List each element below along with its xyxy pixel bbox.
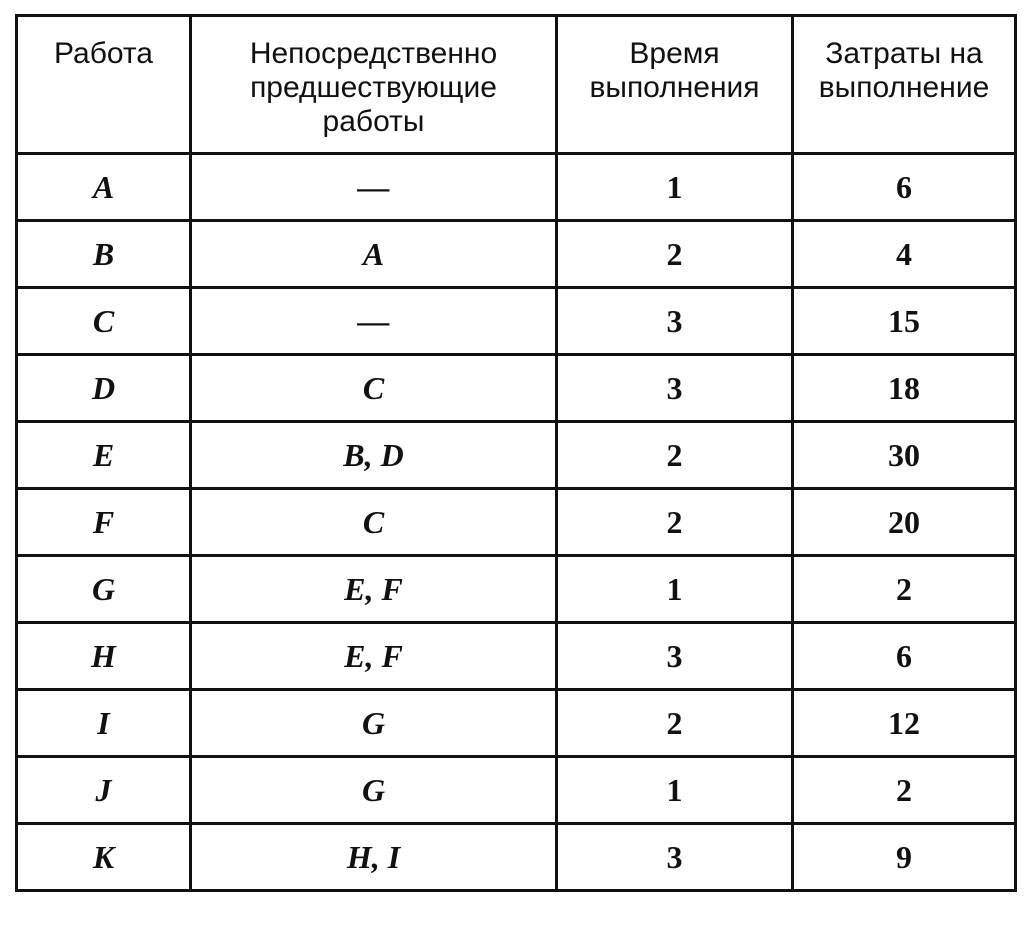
- table-row: [17, 824, 1016, 891]
- header-predecessors-line: Непосредственно: [249, 37, 498, 70]
- predecessors-cell: C: [191, 355, 557, 422]
- cost-cell: 30: [793, 422, 1016, 489]
- table-row: [17, 221, 1016, 288]
- predecessors-cell: —: [191, 154, 557, 221]
- header-duration-line: Время: [629, 37, 720, 70]
- predecessors-cell: B, D: [191, 422, 557, 489]
- predecessors-cell: C: [191, 489, 557, 556]
- duration-cell: 2: [557, 489, 793, 556]
- cost-cell: 15: [793, 288, 1016, 355]
- table-row: [17, 757, 1016, 824]
- work-cell: C: [17, 288, 191, 355]
- cost-cell: 18: [793, 355, 1016, 422]
- predecessors-cell: E, F: [191, 623, 557, 690]
- table-row: [17, 623, 1016, 690]
- header-duration: [557, 16, 793, 154]
- header-work: [17, 16, 191, 154]
- cost-cell: 6: [793, 623, 1016, 690]
- duration-cell: 1: [557, 556, 793, 623]
- work-cell: I: [17, 690, 191, 757]
- predecessors-cell: H, I: [191, 824, 557, 891]
- table-row: [17, 422, 1016, 489]
- header-row: [17, 16, 1016, 154]
- duration-cell: 3: [557, 355, 793, 422]
- header-cost: [793, 16, 1016, 154]
- header-predecessors-line: работы: [322, 105, 425, 138]
- table-row: [17, 489, 1016, 556]
- header-predecessors-line: предшествующие: [250, 71, 497, 104]
- cost-cell: 6: [793, 154, 1016, 221]
- header-cost-line: выполнение: [818, 71, 990, 104]
- works-table: [15, 14, 1017, 892]
- cost-cell: 2: [793, 556, 1016, 623]
- predecessors-cell: —: [191, 288, 557, 355]
- table-row: [17, 355, 1016, 422]
- table-row: [17, 154, 1016, 221]
- duration-cell: 2: [557, 221, 793, 288]
- cost-cell: 9: [793, 824, 1016, 891]
- duration-cell: 2: [557, 422, 793, 489]
- work-cell: K: [17, 824, 191, 891]
- duration-cell: 1: [557, 757, 793, 824]
- work-cell: H: [17, 623, 191, 690]
- work-cell: G: [17, 556, 191, 623]
- table-row: [17, 556, 1016, 623]
- duration-cell: 3: [557, 623, 793, 690]
- cost-cell: 2: [793, 757, 1016, 824]
- work-cell: A: [17, 154, 191, 221]
- header-cost-line: Затраты на: [825, 37, 983, 70]
- work-cell: B: [17, 221, 191, 288]
- work-cell: E: [17, 422, 191, 489]
- header-duration-line: выполнения: [589, 71, 760, 104]
- duration-cell: 1: [557, 154, 793, 221]
- duration-cell: 3: [557, 288, 793, 355]
- predecessors-cell: A: [191, 221, 557, 288]
- duration-cell: 2: [557, 690, 793, 757]
- duration-cell: 3: [557, 824, 793, 891]
- predecessors-cell: E, F: [191, 556, 557, 623]
- table-row: [17, 690, 1016, 757]
- work-cell: D: [17, 355, 191, 422]
- cost-cell: 20: [793, 489, 1016, 556]
- predecessors-cell: G: [191, 757, 557, 824]
- work-cell: J: [17, 757, 191, 824]
- cost-cell: 12: [793, 690, 1016, 757]
- predecessors-cell: G: [191, 690, 557, 757]
- work-cell: F: [17, 489, 191, 556]
- table-row: [17, 288, 1016, 355]
- cost-cell: 4: [793, 221, 1016, 288]
- header-work-line: Работа: [54, 37, 153, 70]
- header-predecessors: [191, 16, 557, 154]
